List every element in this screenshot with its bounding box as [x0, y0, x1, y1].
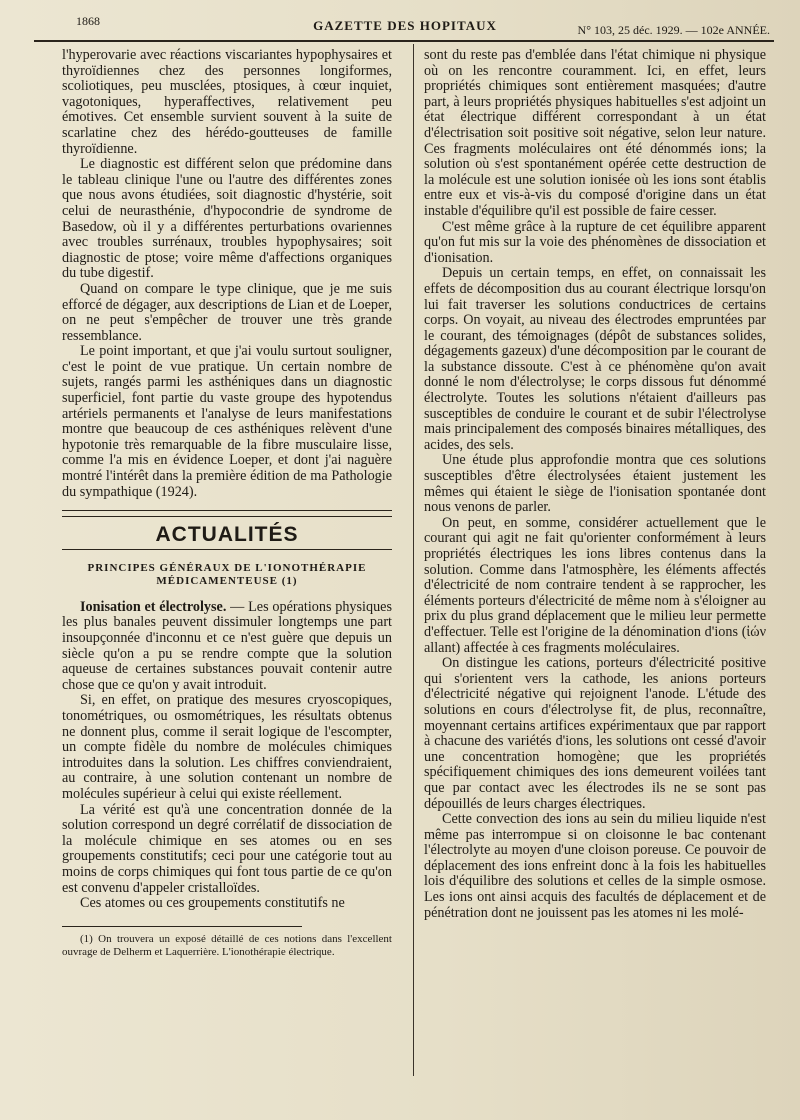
paragraph: Une étude plus approfondie montra que ces solutions susceptibles d'être électrolysées étaient justement les mêmes qui étaient le siège de l'ionisation spontanée dont nous venons de parler. [424, 452, 766, 516]
article-title-line: PRINCIPES GÉNÉRAUX DE L'IONOTHÉRAPIE [87, 561, 367, 574]
paragraph: Cette convection des ions au sein du milieu liquide n'est même pas interrompue si on cloisonne le bac contenant l'électrolyte au moyen d'une cloison poreuse. Ce pouvoir de déplacement des ions enfreint donc à la fois les habituelles lois d'équilibre des solutions et celles de la simple osmose. Les ions ont ainsi acquis des facultés de déplacement et de pénétration dont ne jouissent pas les atomes ni les molé- [424, 811, 766, 921]
left-column [62, 48, 392, 959]
journal-title: GAZETTE DES HOPITAUX [313, 18, 497, 33]
paragraph: On peut, en somme, considérer actuellement que le courant qui agit ne fait qu'orienter conformément à leurs propriétés électriques les ions libres contenus dans la solution. Comme dans l'atmosphère, les éléments affectés d'électricité de nom contraire tendent à se rapprocher, les éléments porteurs d'électricité de même nom à s'éloigner au prix du plus grand déplacement que le milieu leur permette d'effectuer. Telle est l'origine de la dénomination d'ions (ἰών allant) affectée à ces fragments moléculaires. [424, 514, 766, 656]
paragraph: Depuis un certain temps, en effet, on connaissait les effets de décomposition dus au courant électrique lorsqu'on lui fait traverser les solutions conductrices de certains corps. On voyait, au niveau des électrodes empruntées par le courant, des témoignages (dépôt de substances solides, dégagements gazeux) d'une décomposition par le courant de la substance dissoute. C'est à ce phénomène qu'on avait donné le nom d'électrolyse; le corps dissous fut dénommé électrolyte. Toutes les solutions n'étaient d'ailleurs pas susceptibles de conduire le courant et de subir l'électrolyse mais principalement des composés binaires métalliques, des acides, des sels. [424, 265, 766, 453]
subheading: Ionisation et électrolyse. [80, 598, 227, 615]
page-header [40, 12, 770, 38]
paragraph-text: — Les opérations physiques les plus banales peuvent dissimuler longtemps une part insoupçonnée d'inconnu et ce n'est guère que depuis un siècle qu'on a pu se rendre compte que la solution aqueuse de certaines substances pouvait contenir autre chose que ce qu'on y avait introduit. [62, 598, 392, 693]
right-column [424, 48, 766, 921]
paragraph: Quand on compare le type clinique, que je me suis efforcé de dégager, aux descriptions de Lian et de Loeper, on ne peut s'empêcher de trouver une très grande ressemblance. [62, 280, 392, 344]
paragraph: Le diagnostic est différent selon que prédomine dans le tableau clinique l'une ou l'autre des différentes zones que nous avons étudiées, soit diagnostic d'hystérie, soit celui de neurasthénie, d'hypocondrie de syndrome de Basedow, où il y a différentes perturbations ovariennes avec troubles surrénaux, troubles hypophysaires; soit diagnostic de ptose; voire même d'affections organiques du tube digestif. [62, 156, 392, 282]
article-title-line: MÉDICAMENTEUSE (1) [156, 574, 298, 587]
paragraph [62, 600, 392, 694]
paragraph: Ces atomes ou ces groupements constitutifs ne [80, 895, 345, 912]
header-rule [34, 40, 774, 42]
column-divider [413, 44, 414, 1076]
page-number: 1868 [76, 14, 100, 28]
paragraph: On distingue les cations, porteurs d'électricité positive qui s'orientent vers la cathode, les anions porteurs d'électricité négative qui rejoignent l'anode. L'étude des solutions en cours d'électrolyse fit, de plus, reconnaître, moyennant certains artifices expérimentaux que par rapport à chacune des variétés d'ions, les solutions ont cessé d'avoir une concentration homogène; que les propriétés spécifiquement chimiques des ions demeurent voilées tant que par contact avec les électrodes ils ne se sont pas dépouillés de leurs charges électriques. [424, 655, 766, 812]
heading-rule [62, 549, 392, 550]
section-divider [62, 510, 392, 517]
footnote: (1) On trouvera un exposé détaillé de ces notions dans l'excellent ouvrage de Delherm et Laquerrière. L'ionothérapie électrique. [62, 932, 392, 958]
section-heading: ACTUALITÉS [155, 523, 299, 547]
paragraph: l'hyperovarie avec réactions viscariantes hypophysaires et thyroïdiennes chez des personnes longiformes, scoliotiques, peu musclées, ptosiques, à cœur inquiet, vagotoniques, hyperaffectives, relativement peu émotives. Cet ensemble survient souvent à la suite de scarlatine chez des hérédo-goutteuses de famille thyroïdienne. [62, 47, 392, 157]
article-title [68, 562, 386, 588]
footnote-rule [62, 926, 302, 927]
issue-info: N° 103, 25 déc. 1929. — 102e ANNÉE. [577, 23, 770, 37]
paragraph: Si, en effet, on pratique des mesures cryoscopiques, tonométriques, ou osmométriques, les résultats obtenus ne donnent plus, comme il serait logique de l'escompter, un compte fidèle du nombre de molécules chimiques introduites dans la solution. Les chiffres conviendraient, au contraire, à une solution contenant un nombre de molécules supérieur à celui qui existe réellement. [62, 692, 392, 802]
paragraph: sont du reste pas d'emblée dans l'état chimique ni physique où on les rencontre couramment. Ici, en effet, leurs propriétés chimiques sont entièrement masquées; d'autre part, à leurs propriétés physiques habituelles s'est adjoint un état électrique différent correspondant à un état d'électrisation soit positive soit négative, selon leur nature. Ces fragments moléculaires ont été dénommés ions; la solution où s'est spontanément opérée cette destruction de la molécule est une solution ionisée où les ions sont établis entre eux et vis-à-vis du composé d'origine dans un état instable d'équilibre qu'il est possible de faire cesser. [424, 47, 766, 219]
paragraph: C'est même grâce à la rupture de cet équilibre apparent qu'on fut mis sur la voie des phénomènes de dissociation et d'ionisation. [424, 218, 766, 266]
paragraph: Le point important, et que j'ai voulu surtout souligner, c'est le point de vue pratique. Un certain nombre de sujets, rangés parmi les asthéniques dans un diagnostic superficiel, font partie du vaste groupe des hypotendus artériels permanents et l'analyse de leurs manifestations montre que beaucoup de ces asthéniques relèvent d'une hypotonie très remarquable de la fibre musculaire lisse, comme l'a mis en évidence Loeper, et dont j'ai naguère montré l'intérêt dans la première édition de ma Pathologie du sympathique (1924). [62, 343, 392, 500]
paragraph: La vérité est qu'à une concentration donnée de la solution correspond un degré corrélatif de dissociation de la molécule chimique en ses atomes ou en ses groupements constitutifs; ceci pour une catégorie tout au moins de corps chimiques qui font tous partie de ce qu'on est convenu d'appeler cristalloïdes. [62, 801, 392, 896]
